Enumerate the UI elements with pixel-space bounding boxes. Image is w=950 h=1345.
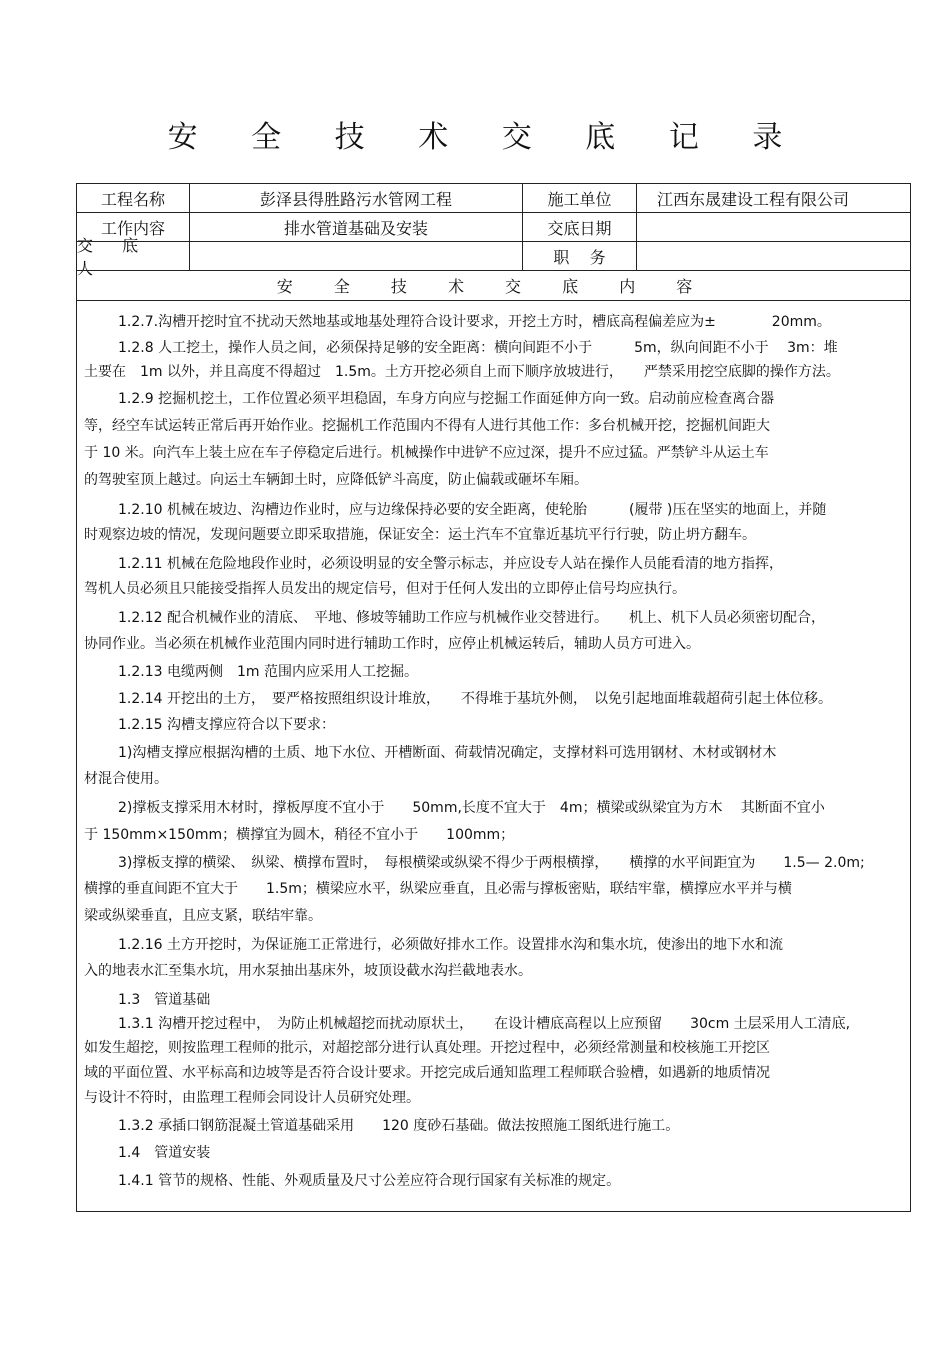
position-value [637,242,910,270]
content-line: 1.2.16 土方开挖时，为保证施工正常进行，必须做好排水工作。设置排水沟和集水坑，使渗出的地下水和流 [118,937,783,953]
content-line: 1.2.14 开挖出的土方， 要严格按照组织设计堆放， 不得堆于基坑外侧， 以免引起地面堆载超荷引起土体位移。 [118,691,832,707]
contractor-value: 江西东晟建设工程有限公司 [657,189,850,209]
content-line: 3)撑板支撑的横梁、 纵梁、横撑布置时， 每根横梁或纵梁不得少于两根横撑， 横撑的水平间距宜为 1.5— 2.0m; [118,855,865,871]
content-line: 协同作业。当必须在机械作业范围内同时进行辅助工作时，应停止机械运转后，辅助人员方可进入。 [84,636,700,652]
person-value [190,242,523,270]
content-line: 1.2.13 电缆两侧 1m 范围内应采用人工挖掘。 [118,664,418,680]
content-line: 入的地表水汇至集水坑，用水泵抽出基床外，坡顶设截水沟拦截地表水。 [84,963,532,979]
content-line: 与设计不符时，由监理工程师会同设计人员研究处理。 [84,1090,420,1106]
content-line: 2)撑板支撑采用木材时，撑板厚度不宜小于 50mm,长度不宜大于 4m；横梁或纵梁宜为方木 其断面不宜小 [118,800,825,816]
content-line: 于 10 米。向汽车上装土应在车子停稳定后进行。机械操作中进铲不应过深，提升不应过猛。严禁铲斗从运土车 [84,445,769,461]
content-line: 1.2.9 挖掘机挖土，工作位置必须平坦稳固，车身方向应与挖掘工作面延伸方向一致。启动前应检查离合器 [118,391,775,407]
content-line: 1)沟槽支撑应根据沟槽的土质、地下水位、开槽断面、荷载情况确定，支撑材料可选用钢材、木材或钢材木 [118,745,777,761]
content-line: 梁或纵梁垂直，且应支紧，联结牢靠。 [84,908,322,924]
content-line: 1.3.2 承插口钢筋混凝土管道基础采用 120 度砂石基础。做法按照施工图纸进行施工。 [118,1118,680,1134]
content-line: 等，经空车试运转正常后再开始作业。挖掘机工作范围内不得有人进行其他工作：多台机械开挖，挖掘机间距大 [84,418,770,434]
page-title: 安 全 技 术 交 底 记 录 [167,120,805,155]
content-line: 于 150mm×150mm；横撑宜为圆木，稍径不宜小于 100mm； [84,827,515,843]
contractor-label: 施工单位 [523,184,637,212]
content-line: 横撑的垂直间距不宜大于 1.5m；横梁应水平，纵梁应垂直，且必需与撑板密贴，联结牢靠，横撑应水平并与横 [84,881,792,897]
table-row [77,271,910,301]
content-line: 的驾驶室顶上越过。向运土车辆卸土时，应降低铲斗高度，防止偏载或砸坏车厢。 [84,472,588,488]
content-line: 1.2.10 机械在坡边、沟槽边作业时，应与边缘保持必要的安全距离，使轮胎 (履带 )压在坚实的地面上，并随 [118,502,827,518]
person-label: 交 底 人 [77,242,190,270]
content-line: 1.2.8 人工挖土，操作人员之间，必须保持足够的安全距离：横向间距不小于 5m，纵向间距不小于 3m：堆 [118,340,838,356]
section-title: 安 全 技 术 交 底 内 容 [276,277,711,296]
content-line: 材混合使用。 [84,771,168,787]
position-label: 职 务 [523,242,637,270]
content-line: 1.3 管道基础 [118,992,211,1008]
project-label: 工程名称 [77,184,190,212]
content-line: 1.3.1 沟槽开挖过程中， 为防止机械超挖而扰动原状土， 在设计槽底高程以上应预留 30cm 土层采用人工清底, [118,1016,851,1032]
content-line: 1.4.1 管节的规格、性能、外观质量及尺寸公差应符合现行国家有关标准的规定。 [118,1173,621,1189]
content-line: 1.2.12 配合机械作业的清底、 平地、修坡等辅助工作应与机械作业交替进行。 机上、机下人员必须密切配合， [118,610,825,626]
content-line: 1.2.7.沟槽开挖时宜不扰动天然地基或地基处理符合设计要求，开挖土方时，槽底高程偏差应为± 20mm。 [118,314,831,330]
content-line: 如发生超挖，则按监理工程师的批示，对超挖部分进行认真处理。开挖过程中，必须经常测量和校核施工开挖区 [84,1040,770,1056]
table-row [77,184,910,213]
content-line: 时观察边坡的情况，发现问题要立即采取措施，保证安全：运土汽车不宜靠近基坑平行行驶，防止坍方翻车。 [84,527,756,543]
content-line: 土要在 1m 以外，并且高度不得超过 1.5m。土方开挖必须自上而下顺序放坡进行， 严禁采用挖空底脚的操作方法。 [84,364,840,380]
project-value: 彭泽县得胜路污水管网工程 [190,184,523,212]
date-label: 交底日期 [523,213,637,241]
table-row [77,236,910,278]
content-line: 1.2.15 沟槽支撑应符合以下要求： [118,717,335,733]
content-line: 驾机人员必须且只能接受指挥人员发出的规定信号，但对于任何人发出的立即停止信号均应执行。 [84,581,686,597]
work-label: 工作内容 [77,213,190,241]
table-row [77,213,910,242]
date-value [637,213,910,241]
content-line: 1.2.11 机械在危险地段作业时，必须设明显的安全警示标志，并应设专人站在操作人员能看清的地方指挥， [118,556,783,572]
content-line: 域的平面位置、水平标高和边坡等是否符合设计要求。开挖完成后通知监理工程师联合验槽，如遇新的地质情况 [84,1065,770,1081]
content-line: 1.4 管道安装 [118,1145,211,1161]
work-value: 排水管道基础及安装 [190,213,523,241]
disclosure-table [76,183,911,1212]
